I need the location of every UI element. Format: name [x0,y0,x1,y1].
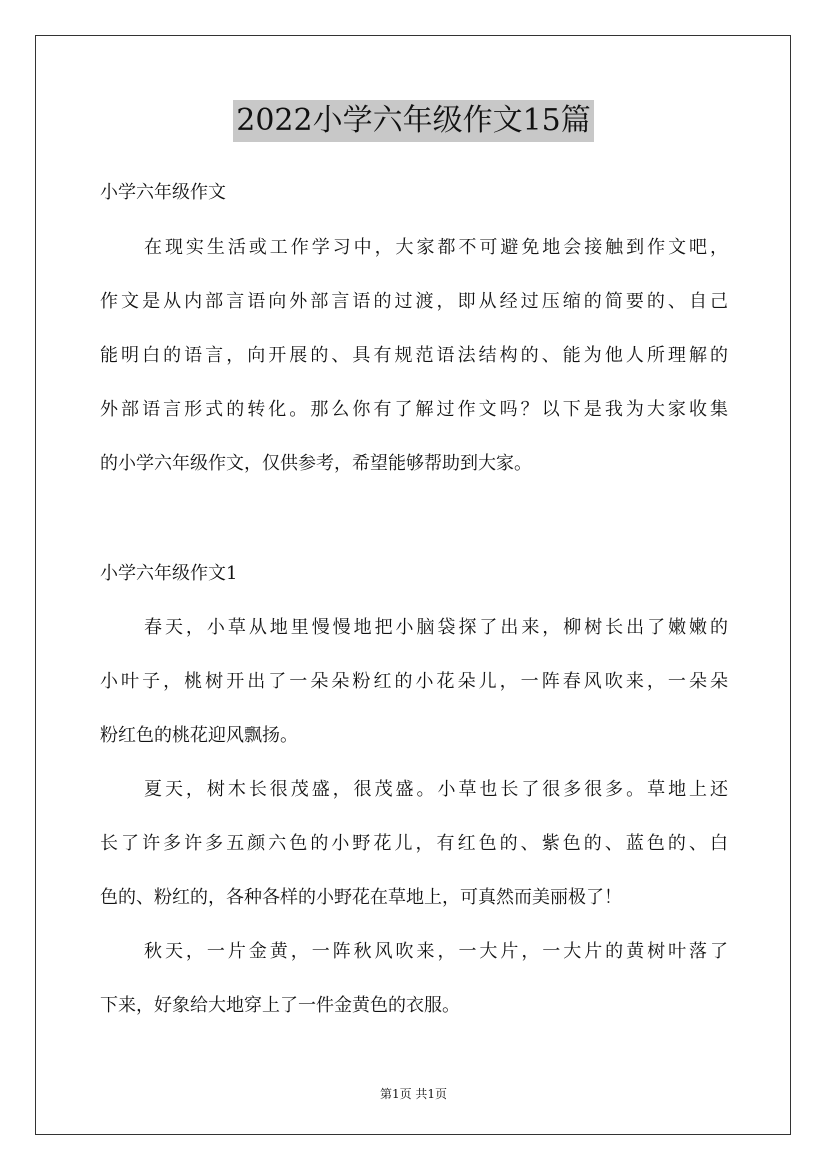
paragraph-line: 夏天，树木长很茂盛，很茂盛。小草也长了很多很多。草地上还 [144,779,728,800]
document-title: 2022小学六年级作文15篇 [233,100,594,142]
paragraph-line: 粉红色的桃花迎风飘扬。 [100,725,298,746]
paragraph-line: 色的、粉红的，各种各样的小野花在草地上，可真然而美丽极了！ [100,887,622,908]
paragraph-line: 作文是从内部言语向外部言语的过渡，即从经过压缩的简要的、自己 [100,291,728,312]
section-heading: 小学六年级作文 [100,182,226,203]
document-title-wrap [0,100,827,142]
paragraph-line: 小叶子，桃树开出了一朵朵粉红的小花朵儿，一阵春风吹来，一朵朵 [100,671,728,692]
paragraph-line: 春天，小草从地里慢慢地把小脑袋探了出来，柳树长出了嫩嫩的 [144,617,728,638]
page-footer: 第1页 共1页 [379,1087,448,1101]
paragraph-line: 秋天，一片金黄，一阵秋风吹来，一大片，一大片的黄树叶落了 [144,941,728,962]
paragraph-line: 长了许多许多五颜六色的小野花儿，有红色的、紫色的、蓝色的、白 [100,833,728,854]
paragraph-line: 能明白的语言，向开展的、具有规范语法结构的、能为他人所理解的 [100,345,728,366]
paragraph-line: 下来，好象给大地穿上了一件金黄色的衣服。 [100,995,460,1016]
paragraph-line: 外部语言形式的转化。那么你有了解过作文吗？以下是我为大家收集 [100,399,728,420]
section-heading: 小学六年级作文1 [100,563,238,584]
paragraph-line: 的小学六年级作文，仅供参考，希望能够帮助到大家。 [100,453,532,474]
paragraph-line: 在现实生活或工作学习中，大家都不可避免地会接触到作文吧， [144,237,728,258]
